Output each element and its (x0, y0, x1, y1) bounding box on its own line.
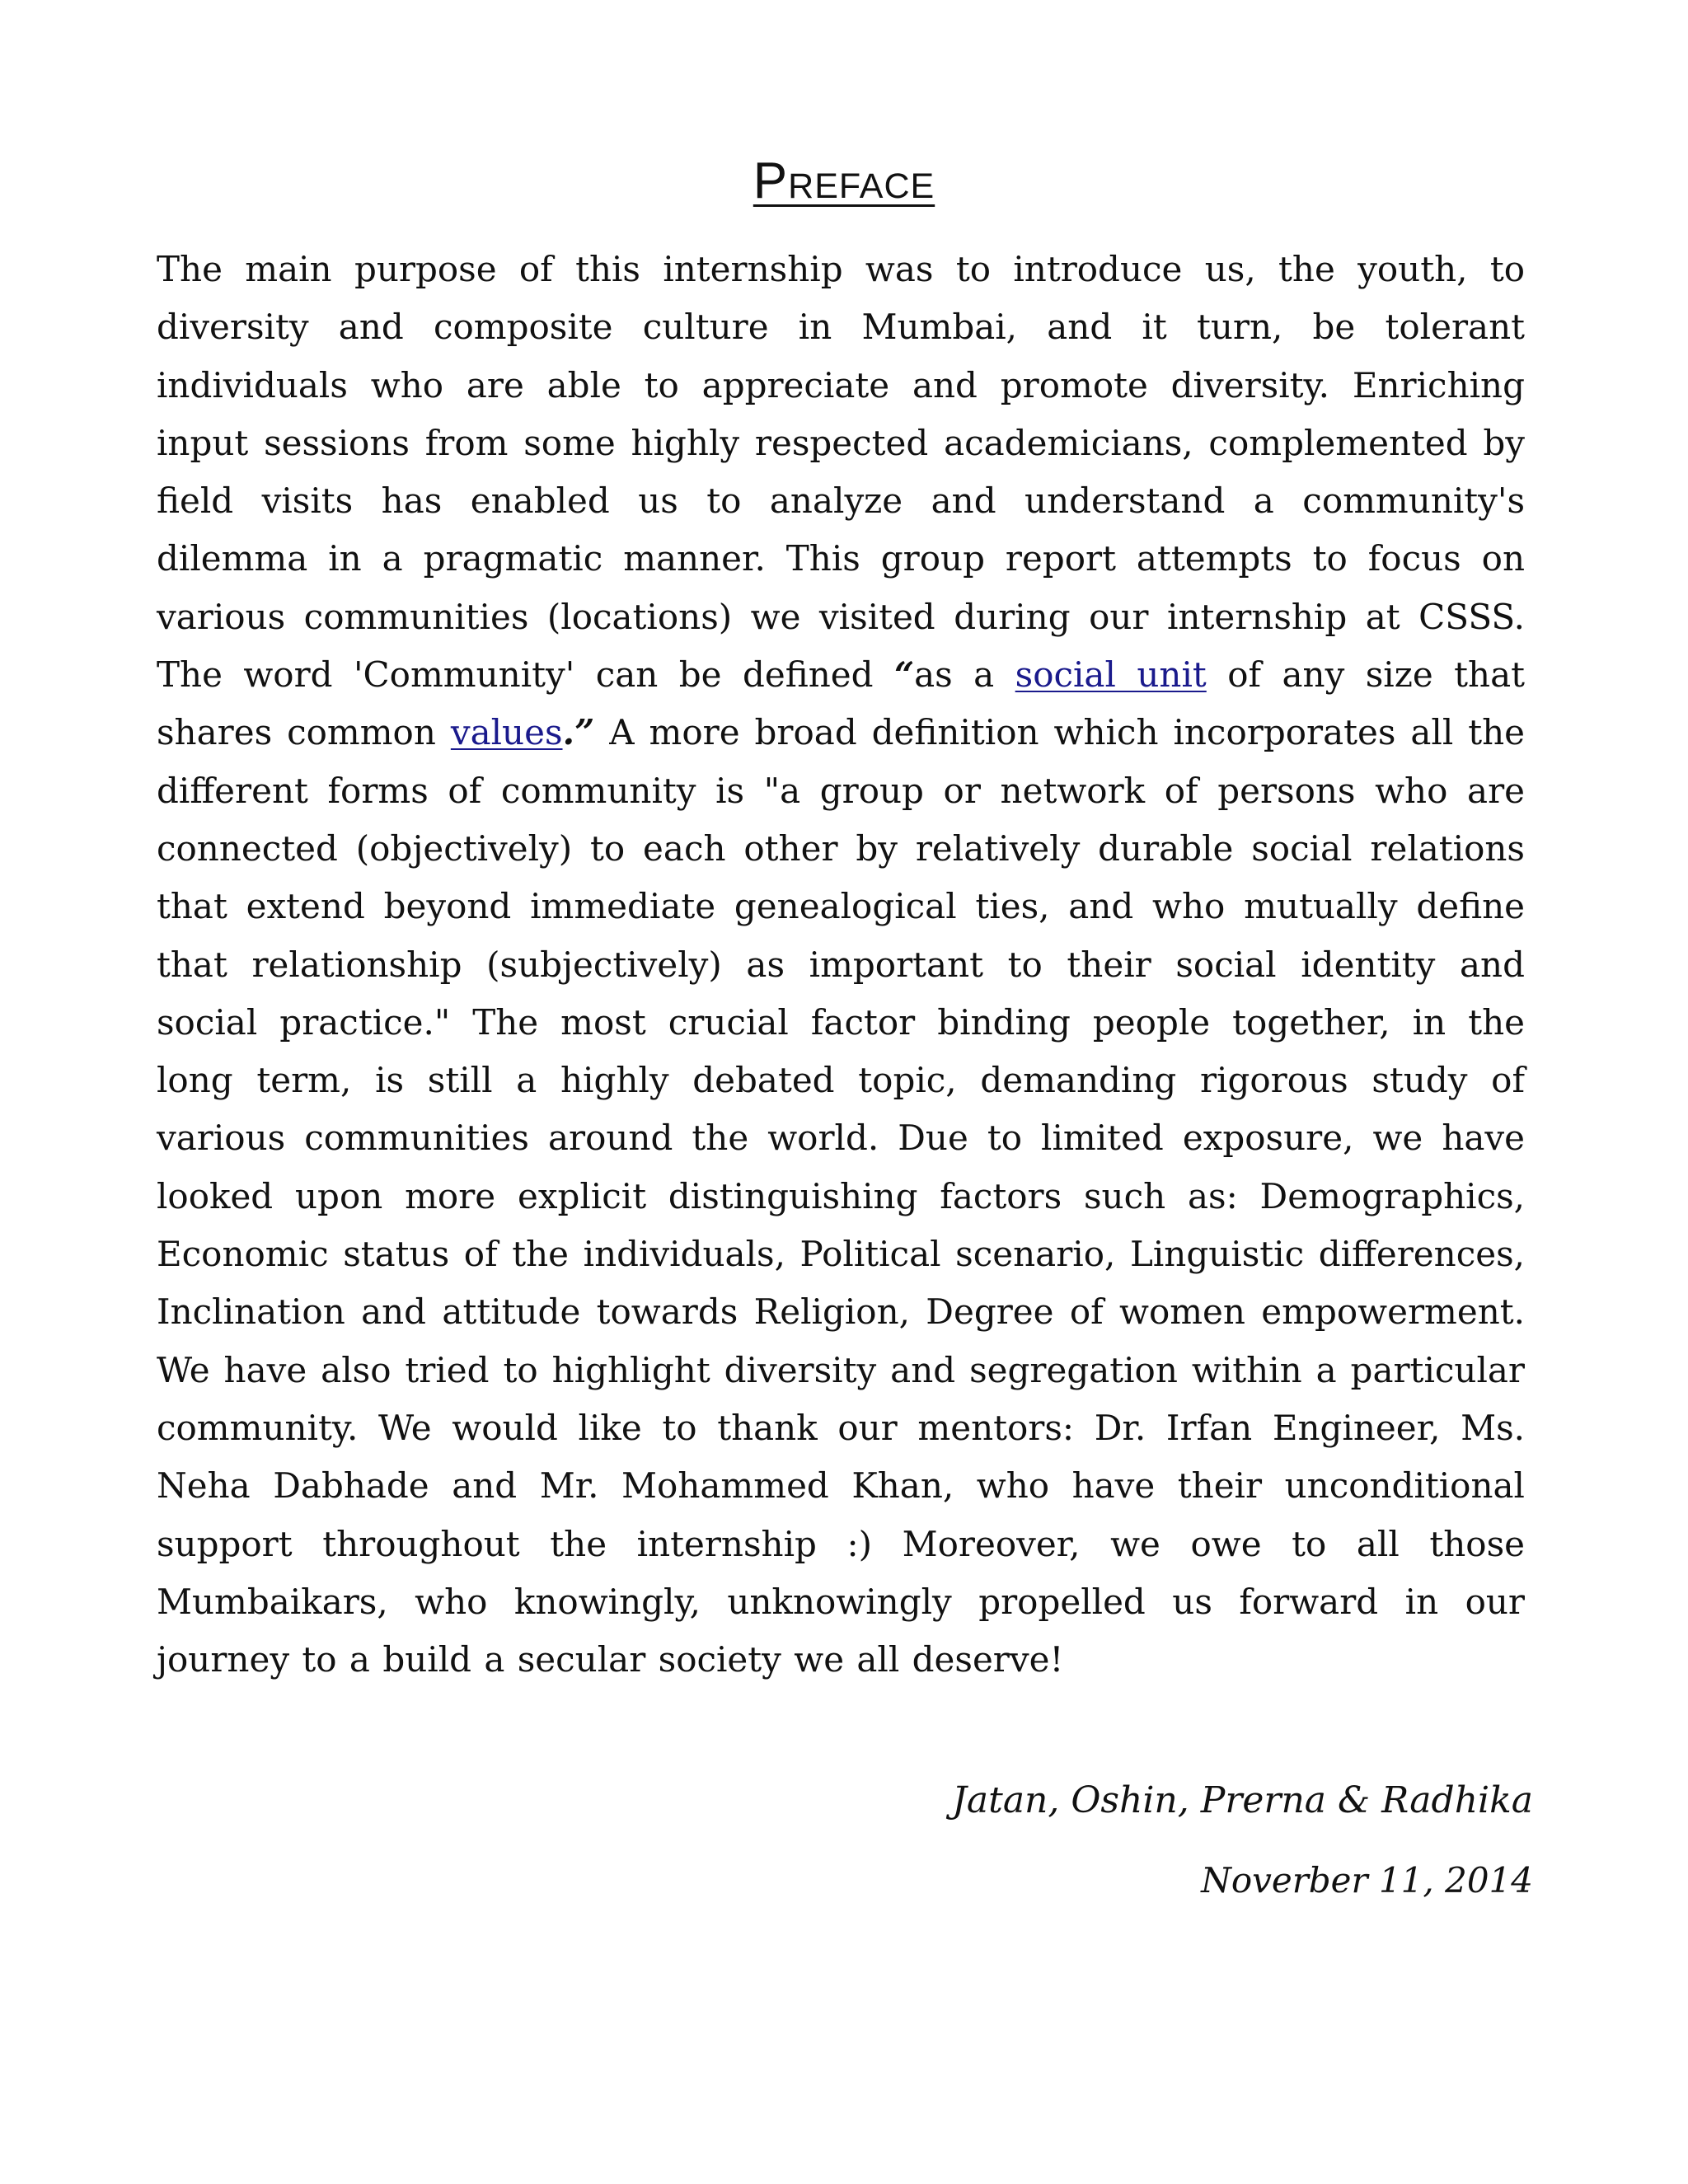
close-quote: .” (562, 712, 595, 753)
paragraph-line: Mumbaikars, who knowingly, unknowingly propelled us forward in our (157, 1581, 1525, 1622)
line-text: shares common (157, 712, 451, 753)
paragraph-line: support throughout the internship :) Moreover, we owe to all those (157, 1523, 1525, 1564)
paragraph-line: journey to a build a secular society we all deserve! (157, 1639, 1064, 1680)
page-title (0, 152, 1688, 210)
paragraph-line: connected (objectively) to each other by relatively durable social relations (157, 827, 1525, 869)
line-text: as a (914, 654, 1015, 696)
paragraph-line: looked upon more explicit distinguishing factors such as: Demographics, (157, 1175, 1525, 1216)
page-title-text: Preface (753, 152, 935, 209)
paragraph-line: different forms of community is "a group or network of persons who are (157, 770, 1525, 811)
values-link[interactable]: values (450, 712, 563, 753)
paragraph-line: The main purpose of this internship was to introduce us, the youth, to (157, 249, 1525, 289)
author-signature: Jatan, Oshin, Prerna & Radhika (952, 1779, 1533, 1821)
social-unit-link[interactable]: social unit (1015, 654, 1207, 696)
paragraph-line: long term, is still a highly debated topic, demanding rigorous study of (157, 1060, 1525, 1101)
paragraph-line (157, 646, 1525, 704)
paragraph-line: field visits has enabled us to analyze and understand a community's (157, 480, 1525, 522)
paragraph-line: Economic status of the individuals, Political scenario, Linguistic differences, (157, 1234, 1525, 1275)
line-text: of any size that (1206, 654, 1525, 696)
paragraph-line: that extend beyond immediate genealogical ties, and who mutually define (157, 886, 1525, 927)
line-text: A more broad definition which incorporates all the (594, 712, 1525, 753)
paragraph-line: community. We would like to thank our mentors: Dr. Irfan Engineer, Ms. (157, 1407, 1525, 1448)
paragraph-line: We have also tried to highlight diversity and segregation within a particular (157, 1349, 1525, 1390)
paragraph-line: social practice." The most crucial factor binding people together, in the (157, 1001, 1525, 1043)
paragraph-line: Neha Dabhade and Mr. Mohammed Khan, who have their unconditional (157, 1465, 1525, 1507)
paragraph-line: that relationship (subjectively) as important to their social identity and (157, 944, 1525, 985)
signature-date: Noverber 11, 2014 (1201, 1860, 1533, 1900)
preface-paragraph (157, 241, 1525, 1689)
paragraph-line: dilemma in a pragmatic manner. This group report attempts to focus on (157, 538, 1525, 579)
open-quote: “ (893, 654, 915, 696)
paragraph-line: individuals who are able to appreciate and promote diversity. Enriching (157, 364, 1525, 405)
line-text: The word 'Community' can be defined (157, 654, 894, 696)
paragraph-line: Inclination and attitude towards Religion, Degree of women empowerment. (157, 1291, 1525, 1333)
paragraph-line: various communities around the world. Due to limited exposure, we have (157, 1118, 1525, 1159)
paragraph-line (157, 704, 1525, 762)
paragraph-line: various communities (locations) we visited during our internship at CSSS. (157, 596, 1525, 637)
paragraph-line: diversity and composite culture in Mumbai, and it turn, be tolerant (157, 307, 1525, 348)
paragraph-line: input sessions from some highly respected academicians, complemented by (157, 422, 1525, 463)
